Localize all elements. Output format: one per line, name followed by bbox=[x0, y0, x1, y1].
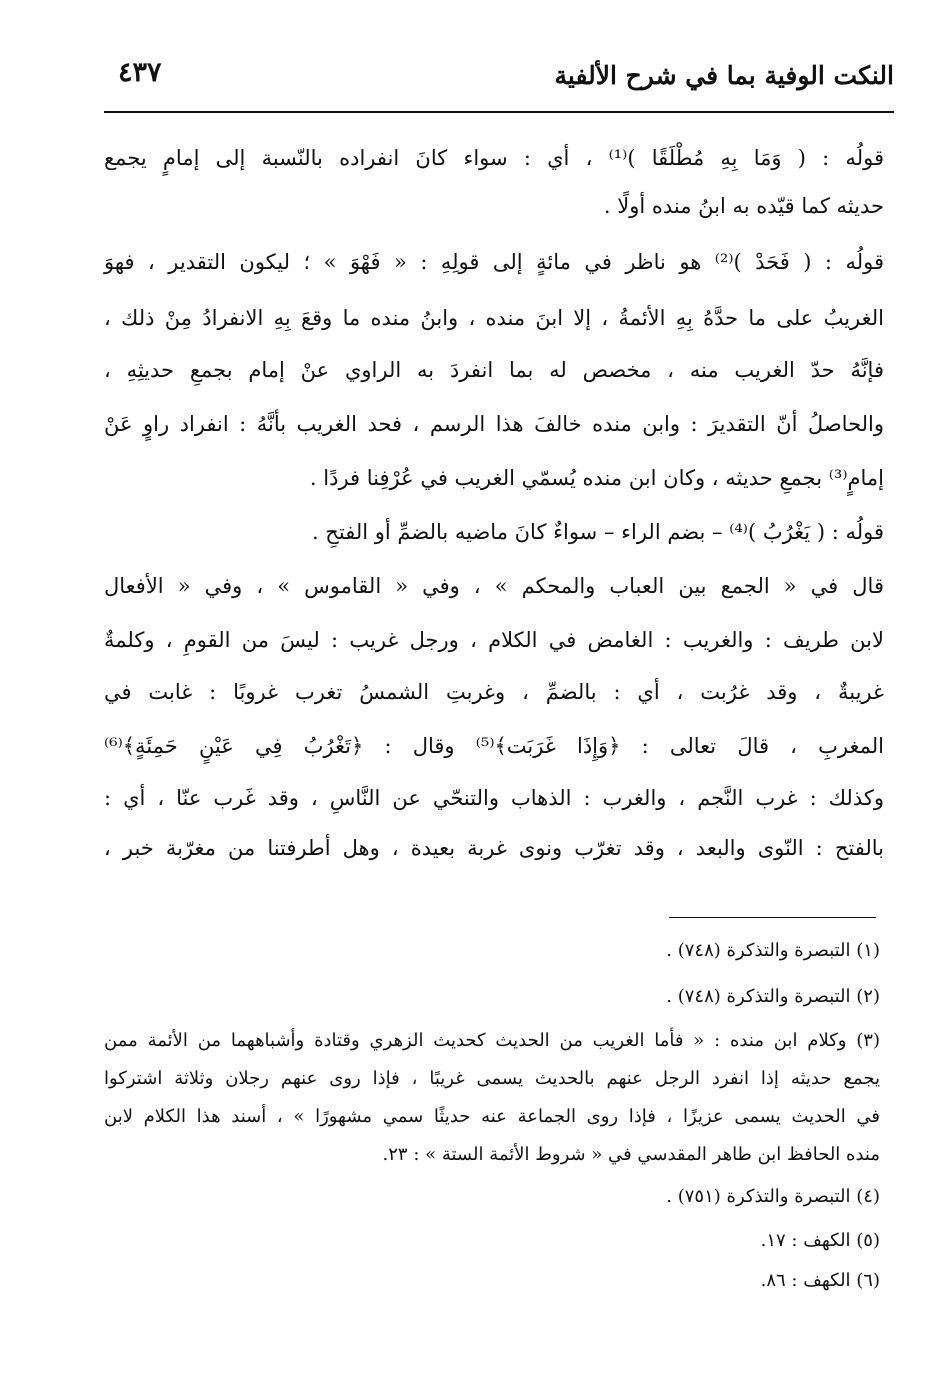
text-line: فإنَّهُ حدّ الغريب منه ، مخصص له بما انفردَ به الراوي عنْ إمام بجمعِ حديثِهِ ، bbox=[104, 358, 884, 382]
footnote: (١) التبصرة والتذكرة (٧٤٨) . bbox=[666, 940, 880, 961]
running-header bbox=[104, 55, 894, 113]
footnote-separator bbox=[669, 917, 876, 918]
text-line: لابن طريف : والغريب : الغامض في الكلام ، ورجل غريب : ليسَ من القومِ ، وكلمةٌ bbox=[104, 628, 884, 652]
footnote: (٤) التبصرة والتذكرة (٧٥١) . bbox=[666, 1186, 880, 1207]
text-line: قولُه : ( فَحَدْ )⁽²⁾ هو ناظر في مائةٍ إلى قولِهِ : « فَهْوَ » ؛ ليكون التقدير ، فهوَ bbox=[104, 250, 885, 274]
book-title: النكت الوفية بما في شرح الألفية bbox=[554, 61, 894, 90]
page-number: ٤٣٧ bbox=[118, 57, 162, 88]
footnote: (٥) الكهف : ١٧. bbox=[760, 1230, 880, 1251]
text-line: بالفتح : النّوى والبعد ، وقد تغرّب ونوى غربة بعيدة ، وهل أطرفتنا من مغرّبة خبر ، bbox=[104, 836, 884, 860]
text-line: غريبةٌ ، وقد غرُبت ، أي : بالضمِّ ، وغربتِ الشمسُ تغرب غروبًا : غابت في bbox=[104, 680, 884, 704]
footnote-continuation: يجمع حديثه إذا انفرد الرجل عنهم بالحديث يسمى غريبًا ، فإذا روى عنهم رجلان وثلاثة اشتركوا bbox=[104, 1068, 880, 1089]
footnote: (٢) التبصرة والتذكرة (٧٤٨) . bbox=[666, 986, 880, 1007]
footnote-continuation: في الحديث يسمى عزيزًا ، فإذا روى الجماعة عنه حديثًا سمي مشهورًا » ، أسند هذا الكلام لابن bbox=[104, 1106, 880, 1127]
footnote: (٣) وكلام ابن منده : « فأما الغريب من الحديث كحديث الزهري وقتادة وأشباههما من الأئمة ممن bbox=[104, 1030, 880, 1051]
footnote: (٦) الكهف : ٨٦. bbox=[760, 1270, 880, 1291]
text-line: وكذلك : غرب النَّجم ، والغرب : الذهاب والتنحّي عن النَّاسِ ، وقد غَرب عنّا ، أي : bbox=[104, 786, 884, 810]
header-rule bbox=[104, 111, 894, 113]
text-line: المغربِ ، قالَ تعالى : ﴿وَإِذَا غَرَبَت﴾⁽⁵⁾ وقال : ﴿تَغْرُبُ فِي عَيْنٍ حَمِئَةٍ﴾⁽⁶⁾ bbox=[104, 734, 884, 758]
footnote-continuation: منده الحافظ ابن طاهر المقدسي في « شروط الأئمة الستة » : ٢٣. bbox=[382, 1144, 880, 1165]
text-line: قولُه : ( يَغْرُبُ )⁽⁴⁾ – بضم الراء – سواءٌ كانَ ماضيه بالضمِّ أو الفتحِ . bbox=[311, 520, 884, 544]
text-line: قال في « الجمع بين العباب والمحكم » ، وفي « القاموس » ، وفي « الأفعال bbox=[104, 574, 884, 598]
text-line: والحاصلُ أنّ التقديرَ : وابن منده خالفَ هذا الرسم ، فحد الغريب بأنَّهُ : انفراد راوٍ عَنْ bbox=[104, 412, 884, 436]
text-line: الغريبُ على ما حدَّهُ بِهِ الأئمةُ ، إلا ابنَ منده ، وابنُ منده ما وقعَ بِهِ الانفرادُ مِنْ ذلك ، bbox=[104, 306, 884, 330]
text-line: قولُه : ( وَمَا بِهِ مُطْلَقًا )⁽¹⁾ ، أي : سواء كانَ انفراده بالنّسبة إلى إمامٍ يجمع bbox=[104, 146, 884, 170]
text-line: إمامٍ⁽³⁾ بجمعِ حديثه ، وكان ابن منده يُسمّي الغريب في عُرْفِنا فردًا . bbox=[309, 466, 884, 490]
text-line: حديثه كما قيّده به ابنُ منده أولًا . bbox=[603, 194, 884, 218]
